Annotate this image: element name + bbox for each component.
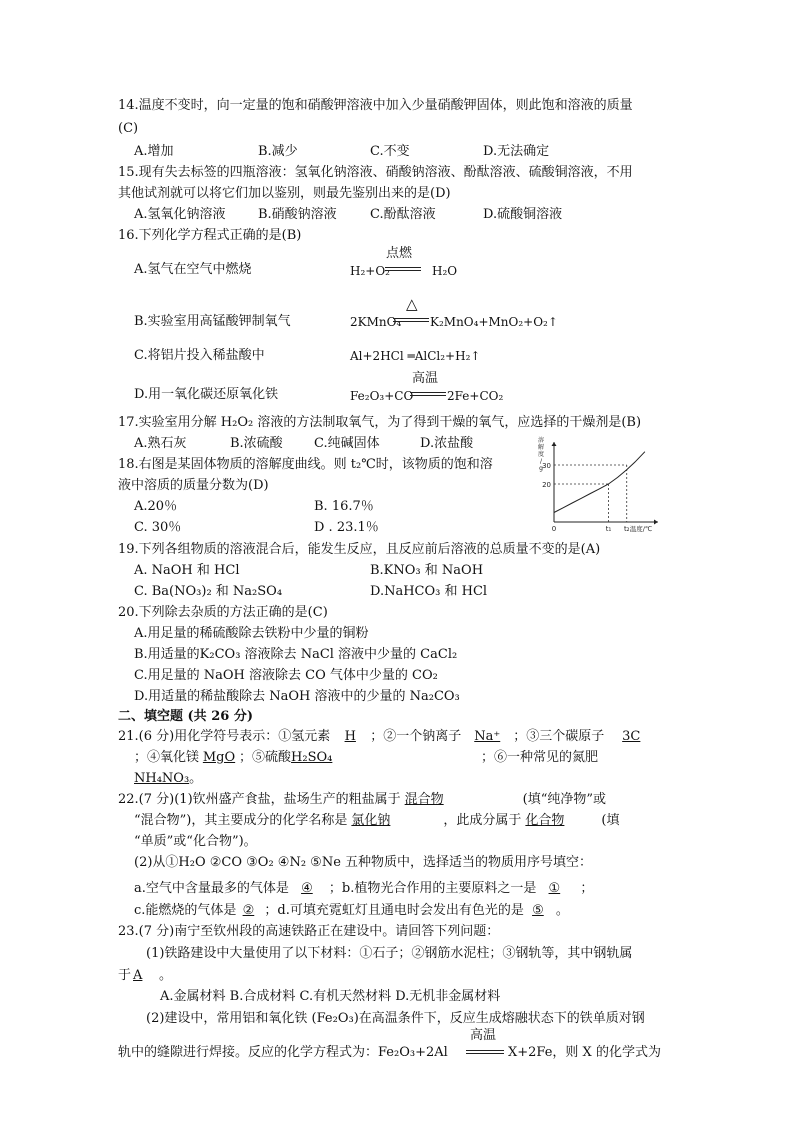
y-tick-label: 30 [542, 462, 551, 470]
x-axis-label: 温度/℃ [629, 525, 653, 533]
solubility-curve [554, 452, 645, 513]
q22-text-2c: (填 [601, 813, 620, 828]
q15-option-b: B.硝酸钠溶液 [258, 207, 337, 222]
q21-answer-5: H₂SO₄ [291, 750, 333, 765]
y-axis-label-char: / [539, 458, 543, 465]
q16-d-reactants: Fe₂O₃+CO [350, 389, 414, 403]
q21-line-1 [118, 729, 658, 745]
y-axis-label-char: 度 [537, 451, 545, 458]
q19-option-b: B.KNO₃ 和 NaOH [370, 563, 484, 578]
q17-option-c: C.纯碱固体 [314, 436, 380, 451]
x-tick-label: t₁ [605, 525, 612, 533]
q14-stem: 14.温度不变时，向一定量的饱和硝酸钾溶液中加入少量硝酸钾固体，则此饱和溶液的质量 [118, 98, 633, 113]
y-tick-label: 20 [542, 481, 551, 489]
q23-text-3b: 。 [159, 968, 173, 983]
q22-text-1a: 22.(7 分)(1)钦州盛产食盐，盐场生产的粗盐属于 [118, 792, 401, 807]
q22-line-3: “单质”或“化合物”)。 [134, 834, 257, 849]
y-axis-label-char: 溶 [537, 437, 545, 444]
q14-option-d: D.无法确定 [483, 144, 550, 159]
q15-option-d: D.硫酸铜溶液 [483, 207, 563, 222]
q23-equals [466, 1050, 504, 1054]
q22-line-2 [134, 813, 619, 829]
solubility-curve-chart [532, 436, 662, 536]
q23-line-6b: X+2Fe，则 X 的化学式为 [508, 1045, 661, 1060]
q22-answer-d: ⑤ [532, 903, 544, 918]
q18-option-b: B. 16.7％ [314, 499, 374, 514]
q20-option-b: B.用适量的K₂CO₃ 溶液除去 NaCl 溶液中少量的 CaCl₂ [134, 647, 458, 662]
section-title: 二、填空题 (共 26 分) [118, 709, 253, 724]
q18-option-d: D . 23.1％ [314, 520, 379, 535]
q17-option-d: D.浓盐酸 [420, 436, 474, 451]
q14-answer: (C) [118, 121, 139, 136]
q23-answer-1: A [133, 968, 143, 983]
q16-a-condition: 点燃 [386, 246, 413, 261]
q14-option-a: A.增加 [134, 144, 174, 159]
x-tick-label: t₂ [623, 525, 630, 533]
q22-text-2a: “混合物”)，其主要成分的化学名称是 [134, 813, 348, 828]
q22-text-5b: ；b.植物光合作用的主要原料之一是 [328, 881, 537, 896]
q23-options: A.金属材料 B.合成材料 C.有机天然材料 D.无机非金属材料 [160, 989, 501, 1004]
q16-d-products: 2Fe+CO₂ [447, 389, 504, 403]
q23-text-3a: 于 [118, 968, 132, 983]
q23-condition: 高温 [470, 1028, 497, 1043]
q22-answer-c: ② [242, 903, 255, 918]
y-axis-label-char: 解 [537, 444, 545, 451]
q22-text-1b: (填“纯净物”或 [522, 792, 607, 807]
q19-option-d: D.NaHCO₃ 和 HCl [370, 584, 488, 599]
q22-line-4: (2)从①H₂O ②CO ③O₂ ④N₂ ⑤Ne 五种物质中，选择适当的物质用序号填空： [134, 855, 593, 870]
q22-text-2b: ，此成分属于 [443, 813, 522, 828]
q16-option-a: A.氢气在空气中燃烧 [134, 262, 252, 277]
q20-option-a: A.用足量的稀硫酸除去铁粉中少量的铜粉 [134, 626, 369, 641]
q15-stem-2: 其他试剂就可以将它们加以鉴别，则最先鉴别出来的是(D) [118, 186, 451, 201]
q16-c-equation: Al+2HCl ═AlCl₂+H₂↑ [350, 349, 481, 363]
q16-a-products: H₂O [432, 264, 458, 278]
q16-d-equals [410, 392, 446, 396]
q22-line-1 [118, 792, 606, 808]
q21-prompt-2: ；②一个钠离子 [370, 729, 462, 744]
q22-text-5a: a.空气中含量最多的气体是 [134, 881, 289, 896]
q16-d-condition: 高温 [412, 371, 439, 386]
q16-a-equals [385, 267, 421, 271]
q18-stem-1: 18.右图是某固体物质的溶解度曲线。则 t₂℃时，该物质的饱和溶 [118, 457, 493, 472]
q22-answer-a: ④ [301, 881, 313, 896]
q21-prompt-4: ；④氧化镁 [134, 750, 200, 765]
q22-line-6 [134, 903, 569, 919]
q21-prompt-5: ；⑤硫酸 [239, 750, 292, 765]
q17-option-b: B.浓硫酸 [230, 436, 283, 451]
q16-b-products: K₂MnO₄+MnO₂+O₂↑ [430, 315, 558, 329]
q21-prompt-7: 。 [189, 771, 203, 786]
q20-option-c: C.用足量的 NaOH 溶液除去 CO 气体中少量的 CO₂ [134, 668, 438, 683]
q15-option-c: C.酚酞溶液 [370, 207, 436, 222]
q20-stem: 20.下列除去杂质的方法正确的是(C) [118, 605, 328, 620]
q21-line-2 [134, 750, 598, 766]
q23-part2: (2)建设中，常用铝和氧化铁 (Fe₂O₃)在高温条件下，反应生成熔融状态下的铁单质对钢 [146, 1011, 645, 1026]
q16-option-b: B.实验室用高锰酸钾制氧气 [134, 314, 291, 329]
q22-text-6c: 。 [555, 903, 569, 918]
q21-answer-4: MgO [202, 750, 236, 765]
q21-answer-2: Na⁺ [474, 729, 501, 744]
q16-option-d: D.用一氧化碳还原氧化铁 [134, 387, 279, 402]
q23-line-6a: 轨中的缝隙进行焊接。反应的化学方程式为：Fe₂O₃+2Al [118, 1045, 448, 1060]
q21-answer-6: NH₄NO₃ [134, 771, 190, 786]
x-tick-label: 0 [551, 525, 557, 533]
q16-b-equals [393, 318, 429, 322]
q17-option-a: A.熟石灰 [134, 436, 187, 451]
q16-option-c: C.将铝片投入稀盐酸中 [134, 348, 265, 363]
q21-prompt-1: 21.(6 分)用化学符号表示：①氢元素 [118, 729, 331, 744]
q22-text-6a: c.能燃烧的气体是 [134, 903, 237, 918]
q19-stem: 19.下列各组物质的溶液混合后，能发生反应，且反应前后溶液的总质量不变的是(A) [118, 542, 601, 557]
q23-stem: 23.(7 分)南宁至钦州段的高速铁路正在建设中。请回答下列问题： [118, 924, 500, 939]
q22-answer-1: 混合物 [404, 792, 444, 807]
q21-line-3 [134, 771, 202, 787]
q18-option-c: C. 30％ [134, 520, 182, 535]
y-axis-arrow [552, 442, 557, 446]
q16-a-reactants: H₂+O₂ [350, 264, 390, 278]
q22-line-5 [134, 881, 593, 897]
q21-answer-3: 3C [622, 729, 641, 744]
q22-answer-2: 氯化钠 [351, 813, 391, 828]
q15-stem-1: 15.现有失去标签的四瓶溶液：氢氧化钠溶液、硝酸钠溶液、酚酞溶液、硫酸铜溶液，不用 [118, 165, 633, 180]
q16-stem: 16.下列化学方程式正确的是(B) [118, 228, 302, 243]
q19-option-c: C. Ba(NO₃)₂ 和 Na₂SO₄ [134, 584, 283, 599]
q22-answer-b: ① [548, 881, 561, 896]
q20-option-d: D.用适量的稀盐酸除去 NaOH 溶液中的少量的 Na₂CO₃ [134, 689, 460, 704]
q17-stem: 17.实验室用分解 H₂O₂ 溶液的方法制取氧气，为了得到干燥的氧气，应选择的干燥剂是(B) [118, 415, 642, 430]
q21-answer-1: H [344, 729, 356, 744]
q23-line-3 [118, 968, 172, 984]
q22-text-5c: ； [580, 881, 594, 896]
q23-part1: (1)铁路建设中大量使用了以下材料：①石子；②钢筋水泥柱；③钢轨等，其中钢轨属 [146, 946, 633, 961]
q14-option-b: B.减少 [258, 144, 298, 159]
x-axis-arrow [654, 520, 658, 525]
y-axis-label-char: g [539, 465, 543, 472]
q18-option-a: A.20％ [134, 499, 178, 514]
q18-stem-2: 液中溶质的质量分数为(D) [118, 478, 269, 493]
q16-b-reactants: 2KMnO₄ [350, 315, 402, 329]
q14-option-c: C.不变 [370, 144, 410, 159]
q21-prompt-6: ；⑥一种常见的氮肥 [481, 750, 599, 765]
q22-text-6b: ；d.可填充霓虹灯且通电时会发出有色光的是 [264, 903, 524, 918]
q16-b-condition: △ [406, 295, 418, 313]
q21-prompt-3: ；③三个碳原子 [513, 729, 605, 744]
q22-answer-3: 化合物 [525, 813, 565, 828]
q19-option-a: A. NaOH 和 HCl [134, 563, 240, 578]
q15-option-a: A.氢氧化钠溶液 [134, 207, 226, 222]
